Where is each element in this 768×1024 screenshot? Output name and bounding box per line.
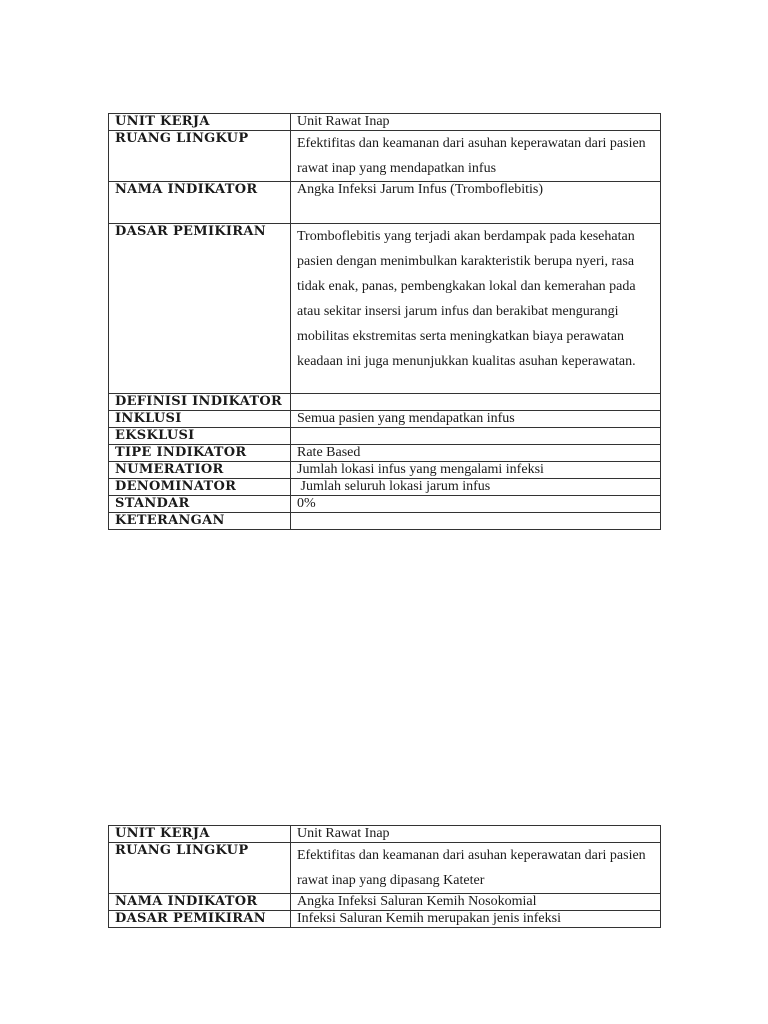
table-row — [109, 445, 661, 462]
row-label: DASAR PEMIKIRAN — [109, 224, 291, 394]
row-label: NAMA INDIKATOR — [109, 894, 291, 911]
table-row — [109, 911, 661, 928]
table-row — [109, 513, 661, 530]
table-row — [109, 411, 661, 428]
row-value — [291, 513, 661, 530]
row-value: Jumlah lokasi infus yang mengalami infeksi — [291, 462, 661, 479]
table-row — [109, 131, 661, 182]
table-row — [109, 843, 661, 894]
row-label: DASAR PEMIKIRAN — [109, 911, 291, 928]
row-label: DEFINISI INDIKATOR — [109, 394, 291, 411]
indicator-table-tromboflebitis — [108, 113, 661, 530]
row-value — [291, 428, 661, 445]
row-value: Jumlah seluruh lokasi jarum infus — [291, 479, 661, 496]
row-value — [291, 394, 661, 411]
row-value: Angka Infeksi Jarum Infus (Tromboflebitis) — [291, 182, 661, 224]
row-label: INKLUSI — [109, 411, 291, 428]
row-label: TIPE INDIKATOR — [109, 445, 291, 462]
row-value: Tromboflebitis yang terjadi akan berdampak pada kesehatan pasien dengan menimbulkan karakteristik berupa nyeri, rasa tidak enak, panas, pembengkakan lokal dan kemerahan pada atau sekitar insersi jarum infus dan berakibat mengurangi mobilitas ekstremitas serta meningkatkan biaya perawatan keadaan ini juga menunjukkan kualitas asuhan keperawatan. — [291, 224, 661, 394]
table-row — [109, 496, 661, 513]
table-row — [109, 394, 661, 411]
row-value: Angka Infeksi Saluran Kemih Nosokomial — [291, 894, 661, 911]
table-row — [109, 114, 661, 131]
table-row — [109, 224, 661, 394]
indicator-table-isk — [108, 825, 661, 928]
table-row — [109, 479, 661, 496]
row-label: UNIT KERJA — [109, 826, 291, 843]
row-value: Unit Rawat Inap — [291, 826, 661, 843]
row-label: NAMA INDIKATOR — [109, 182, 291, 224]
row-label: DENOMINATOR — [109, 479, 291, 496]
table-row — [109, 182, 661, 224]
row-label: NUMERATIOR — [109, 462, 291, 479]
row-value: Efektifitas dan keamanan dari asuhan keperawatan dari pasien rawat inap yang dipasang Kateter — [291, 843, 661, 894]
row-label: KETERANGAN — [109, 513, 291, 530]
row-value: Unit Rawat Inap — [291, 114, 661, 131]
row-value: Efektifitas dan keamanan dari asuhan keperawatan dari pasien rawat inap yang mendapatkan infus — [291, 131, 661, 182]
row-label: RUANG LINGKUP — [109, 131, 291, 182]
row-label: EKSKLUSI — [109, 428, 291, 445]
table-row — [109, 428, 661, 445]
table-row — [109, 826, 661, 843]
row-value: Infeksi Saluran Kemih merupakan jenis infeksi — [291, 911, 661, 928]
row-label: UNIT KERJA — [109, 114, 291, 131]
row-label: RUANG LINGKUP — [109, 843, 291, 894]
row-label: STANDAR — [109, 496, 291, 513]
row-value: Semua pasien yang mendapatkan infus — [291, 411, 661, 428]
row-value: Rate Based — [291, 445, 661, 462]
row-value: 0% — [291, 496, 661, 513]
table-row — [109, 894, 661, 911]
table-row — [109, 462, 661, 479]
